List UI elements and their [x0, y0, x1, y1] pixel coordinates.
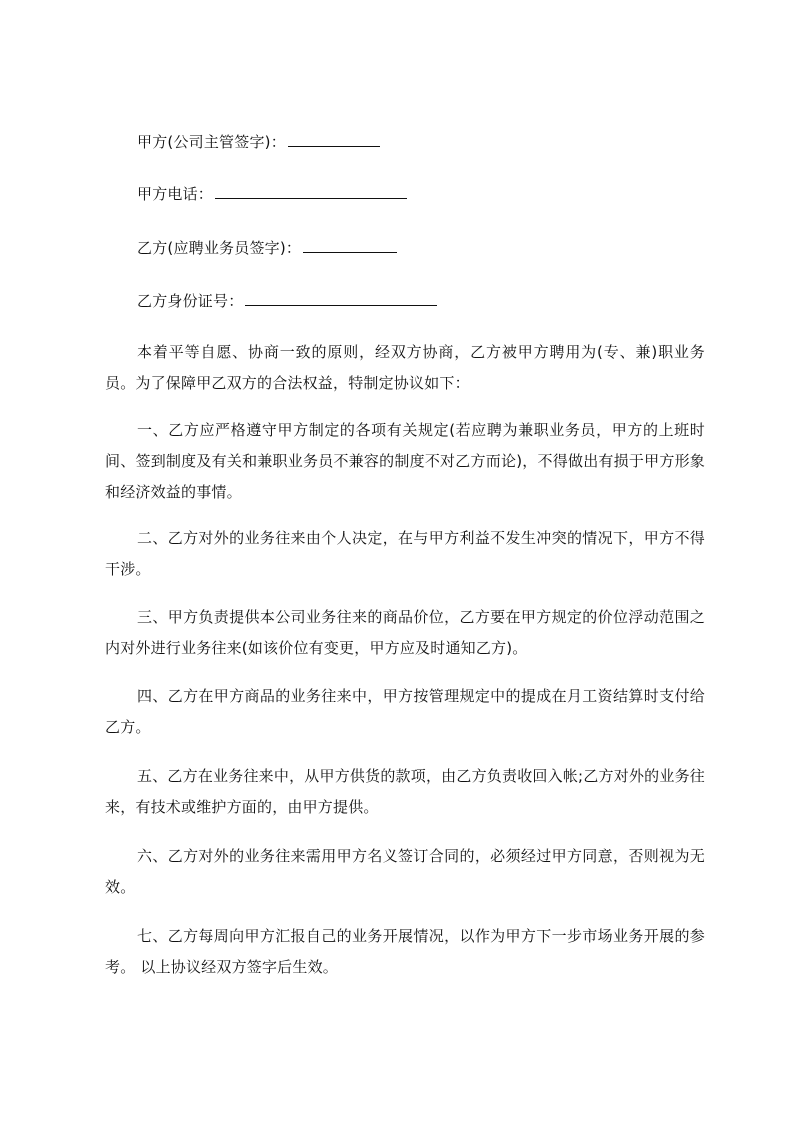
- clause-4: 四、乙方在甲方商品的业务往来中，甲方按管理规定中的提成在月工资结算时支付给乙方。: [105, 687, 705, 736]
- party-b-id-field: [137, 289, 437, 311]
- party-a-phone-field: [137, 182, 407, 204]
- party-a-signature-field: [137, 130, 380, 152]
- party-b-signature-blank: [303, 236, 397, 253]
- party-b-id-blank: [245, 289, 437, 306]
- party-a-signature-label: 甲方(公司主管签字)：: [137, 133, 286, 151]
- party-b-signature-field: [137, 236, 397, 258]
- party-b-id-label: 乙方身份证号：: [137, 292, 244, 310]
- clause-7: 七、乙方每周向甲方汇报自己的业务开展情况，以作为甲方下一步市场业务开展的参考。 以上协议经双方签字后生效。: [105, 927, 705, 976]
- clause-6: 六、乙方对外的业务往来需用甲方名义签订合同的，必须经过甲方同意，否则视为无效。: [105, 847, 705, 896]
- clause-5: 五、乙方在业务往来中，从甲方供货的款项，由乙方负责收回入帐;乙方对外的业务往来，有技术或维护方面的，由甲方提供。: [105, 767, 705, 816]
- party-a-phone-blank: [215, 182, 407, 199]
- clause-2: 二、乙方对外的业务往来由个人决定，在与甲方利益不发生冲突的情况下，甲方不得干涉。: [105, 529, 705, 578]
- party-b-signature-label: 乙方(应聘业务员签字)：: [137, 239, 302, 257]
- party-a-phone-label: 甲方电话：: [137, 185, 214, 203]
- clause-1: 一、乙方应严格遵守甲方制定的各项有关规定(若应聘为兼职业务员，甲方的上班时间、签到制度及有关和兼职业务员不兼容的制度不对乙方而论)，不得做出有损于甲方形象和经济效益的事情。: [105, 421, 705, 501]
- party-a-signature-blank: [288, 130, 380, 147]
- clause-3: 三、甲方负责提供本公司业务往来的商品价位，乙方要在甲方规定的价位浮动范围之内对外进行业务往来(如该价位有变更，甲方应及时通知乙方)。: [105, 608, 705, 657]
- intro-paragraph: 本着平等自愿、协商一致的原则，经双方协商，乙方被甲方聘用为(专、兼)职业务员。为了保障甲乙双方的合法权益，特制定协议如下：: [105, 343, 705, 392]
